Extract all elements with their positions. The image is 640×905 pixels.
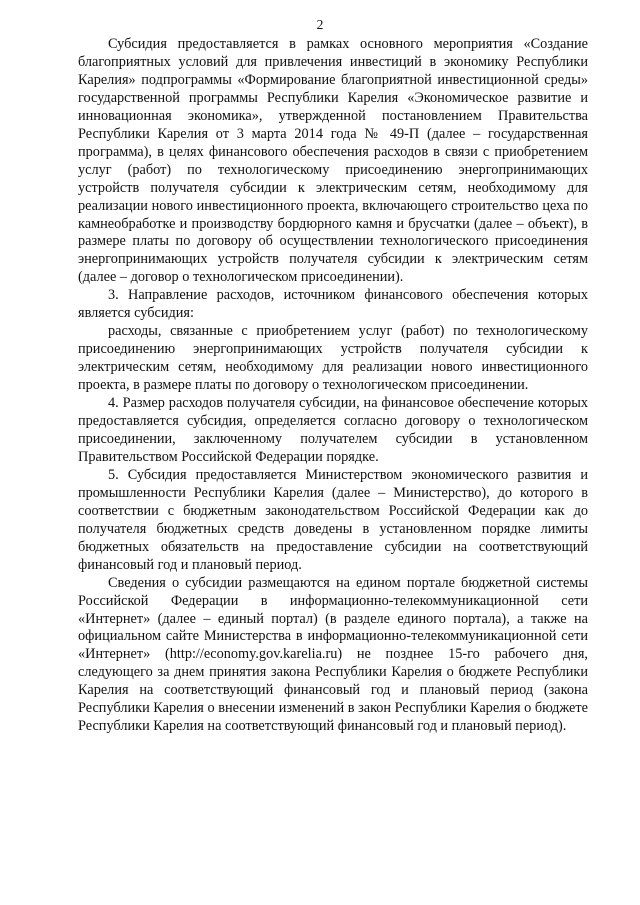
paragraph-expenses-description: расходы, связанные с приобретением услуг (работ) по технологическому присоединению энергопринимающих устройств получателя субсидии к электрическим сетям, необходимому для реализации нового инвестиционного проекта, в размере платы по договору о технологическом присоединении. — [78, 323, 588, 394]
paragraph-subsidy-information: Сведения о субсидии размещаются на едином портале бюджетной системы Российской Федерации в информационно-телекоммуникационной сети «Интернет» (далее – единый портал) (в разделе единого портала), а также на официальном сайте Министерства в информационно-телекоммуникационной сети «Интернет» (http://economy.gov.karelia.ru) не позднее 15-го рабочего дня, следующего за днем принятия закона Республики Карелия о бюджете Республики Карелия на соответствующий финансовый год и плановый период (закона Республики Карелия о внесении изменений в закон Республики Карелия о бюджете Республики Карелия на соответствующий финансовый год и плановый период). — [78, 574, 588, 735]
document-body — [78, 36, 588, 736]
paragraph-subsidy-purpose: Субсидия предоставляется в рамках основного мероприятия «Создание благоприятных условий для привлечения инвестиций в экономику Республики Карелия» подпрограммы «Формирование благоприятной инвестиционной среды» государственной программы Республики Карелия «Экономическое развитие и инновационная экономика», утвержденной постановлением Правительства Республики Карелия от 3 марта 2014 года № 49-П (далее – государственная программа), в целях финансового обеспечения расходов в связи с приобретением услуг (работ) по технологическому присоединению энергопринимающих устройств получателя субсидии к электрическим сетям, необходимому для реализации нового инвестиционного проекта, включающего строительство цеха по камнеобработке и производству бордюрного камня и брусчатки (далее – объект), в размере платы по договору об осуществлении технологического присоединения энергопринимающих устройств получателя субсидии к электрическим сетям (далее – договор о технологическом присоединении). — [78, 36, 588, 286]
paragraph-5-subsidy-provider: 5. Субсидия предоставляется Министерством экономического развития и промышленности Республики Карелия (далее – Министерство), до которого в соответствии с бюджетным законодательством Российской Федерации как до получателя бюджетных средств доведены в установленном порядке лимиты бюджетных обязательств на предоставление субсидии на соответствующий финансовый год и плановый период. — [78, 466, 588, 573]
paragraph-3-expense-direction: 3. Направление расходов, источником финансового обеспечения которых является субсидия: — [78, 287, 588, 322]
page-number: 2 — [316, 17, 324, 32]
paragraph-4-expense-amount: 4. Размер расходов получателя субсидии, на финансовое обеспечение которых предоставляется субсидия, определяется согласно договору о технологическом присоединении, заключенному получателем субсидии в установленном Правительством Российской Федерации порядке. — [78, 395, 588, 465]
